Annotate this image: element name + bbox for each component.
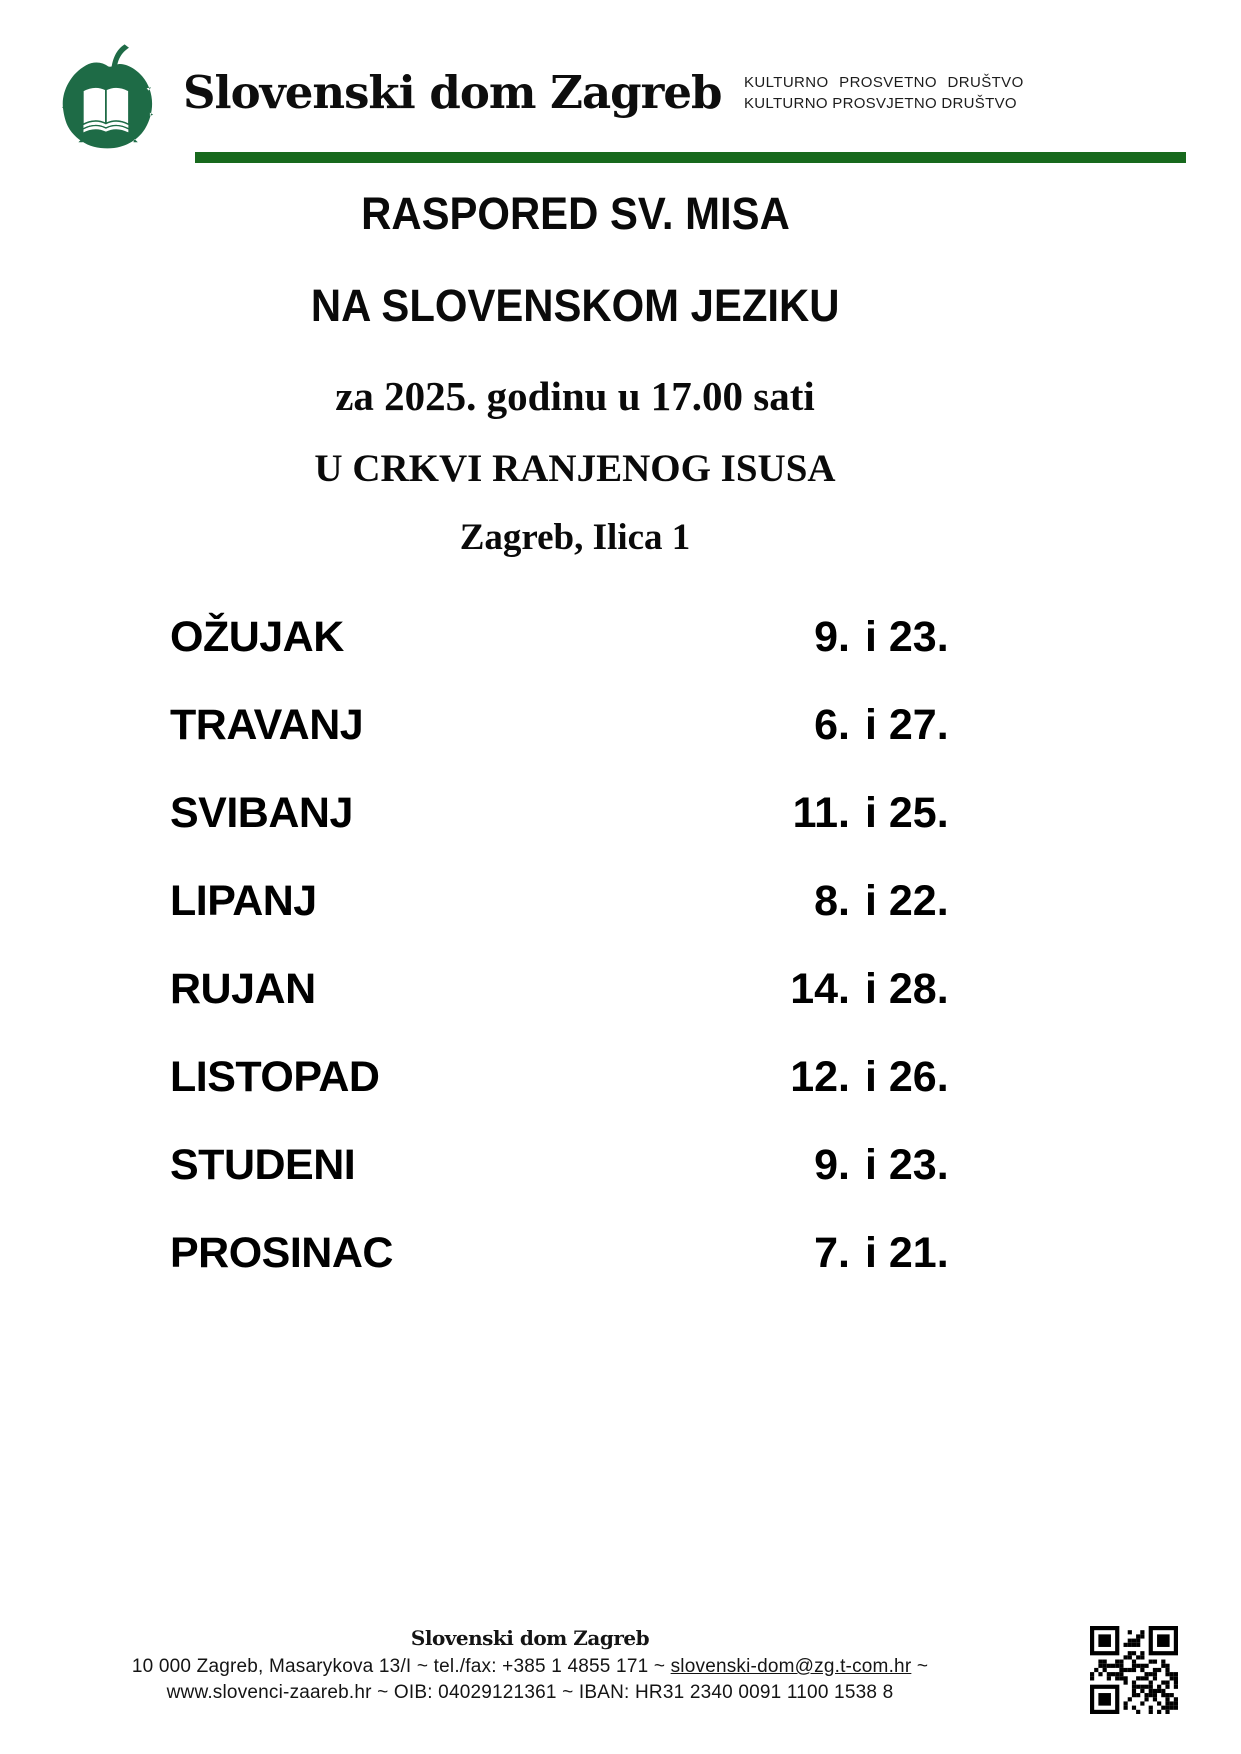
date-first: 14. — [790, 964, 850, 1013]
schedule-row — [170, 1033, 985, 1121]
schedule-row — [170, 769, 985, 857]
schedule-row — [170, 1121, 985, 1209]
qr-finder-tr — [1149, 1626, 1178, 1655]
qr-finder-bl — [1090, 1685, 1119, 1714]
date-first: 12. — [790, 1052, 850, 1101]
schedule-row — [170, 857, 985, 945]
month-label: PROSINAC — [170, 1228, 393, 1277]
doc-address: Zagreb, Ilica 1 — [459, 517, 691, 558]
month-label: STUDENI — [170, 1140, 356, 1189]
society-names — [744, 72, 1034, 114]
date-rest: i 27. — [865, 700, 949, 749]
date-rest: i 28. — [865, 964, 949, 1013]
month-label: TRAVANJ — [170, 700, 364, 749]
footer-address-phone: 10 000 Zagreb, Masarykova 13/I ~ tel./fax: +385 1 4855 171 ~ — [131, 1656, 671, 1677]
date-rest: i 23. — [865, 1140, 949, 1189]
doc-subtitle: za 2025. godinu u 17.00 sati — [335, 373, 815, 419]
apple-open-book-logo-icon — [52, 40, 162, 152]
date-first: 6. — [814, 700, 850, 749]
header-divider — [195, 152, 1186, 163]
doc-title-line1: RASPORED SV. MISA — [360, 188, 790, 239]
society-line-slovenian: KULTURNO PROSVETNO DRUŠTVO — [744, 74, 1024, 91]
month-label: LIPANJ — [170, 876, 317, 925]
month-label: RUJAN — [170, 964, 316, 1013]
schedule-row — [170, 1209, 985, 1297]
schedule-row — [170, 593, 985, 681]
schedule-row — [170, 681, 985, 769]
date-rest: i 23. — [865, 612, 949, 661]
date-first: 8. — [814, 876, 850, 925]
email-link[interactable]: slovenski-dom@zg.t-com.hr — [670, 1656, 912, 1677]
footer-web-oib-iban: www.slovenci-zaareb.hr ~ OIB: 04029121361 ~ IBAN: HR31 2340 0091 1100 1538 8 — [166, 1682, 894, 1703]
footer-org-name: Slovenski dom Zagreb — [410, 1626, 650, 1650]
footer — [0, 1626, 1060, 1706]
date-rest: i 25. — [865, 788, 949, 837]
date-first: 7. — [814, 1228, 850, 1277]
date-rest: i 22. — [865, 876, 949, 925]
society-line-croatian: KULTURNO PROSVJETNO DRUŠTVO — [744, 95, 1017, 112]
date-first: 9. — [814, 612, 850, 661]
doc-location: U CRKVI RANJENOG ISUSA — [314, 447, 836, 490]
month-label: LISTOPAD — [170, 1052, 380, 1101]
date-rest: i 21. — [865, 1228, 949, 1277]
month-label: SVIBANJ — [170, 788, 353, 837]
date-rest: i 26. — [865, 1052, 949, 1101]
footer-contact-line — [0, 1654, 1060, 1680]
mass-schedule — [170, 593, 985, 1297]
date-first: 11. — [792, 788, 850, 837]
month-label: OŽUJAK — [170, 612, 344, 661]
doc-title-line2: NA SLOVENSKOM JEZIKU — [310, 280, 840, 331]
schedule-row — [170, 945, 985, 1033]
qr-finder-tl — [1090, 1626, 1119, 1655]
qr-code-icon — [1090, 1626, 1178, 1714]
footer-line1-tail: ~ — [911, 1656, 929, 1677]
date-first: 9. — [814, 1140, 850, 1189]
org-title: Slovenski dom Zagreb — [183, 66, 722, 119]
